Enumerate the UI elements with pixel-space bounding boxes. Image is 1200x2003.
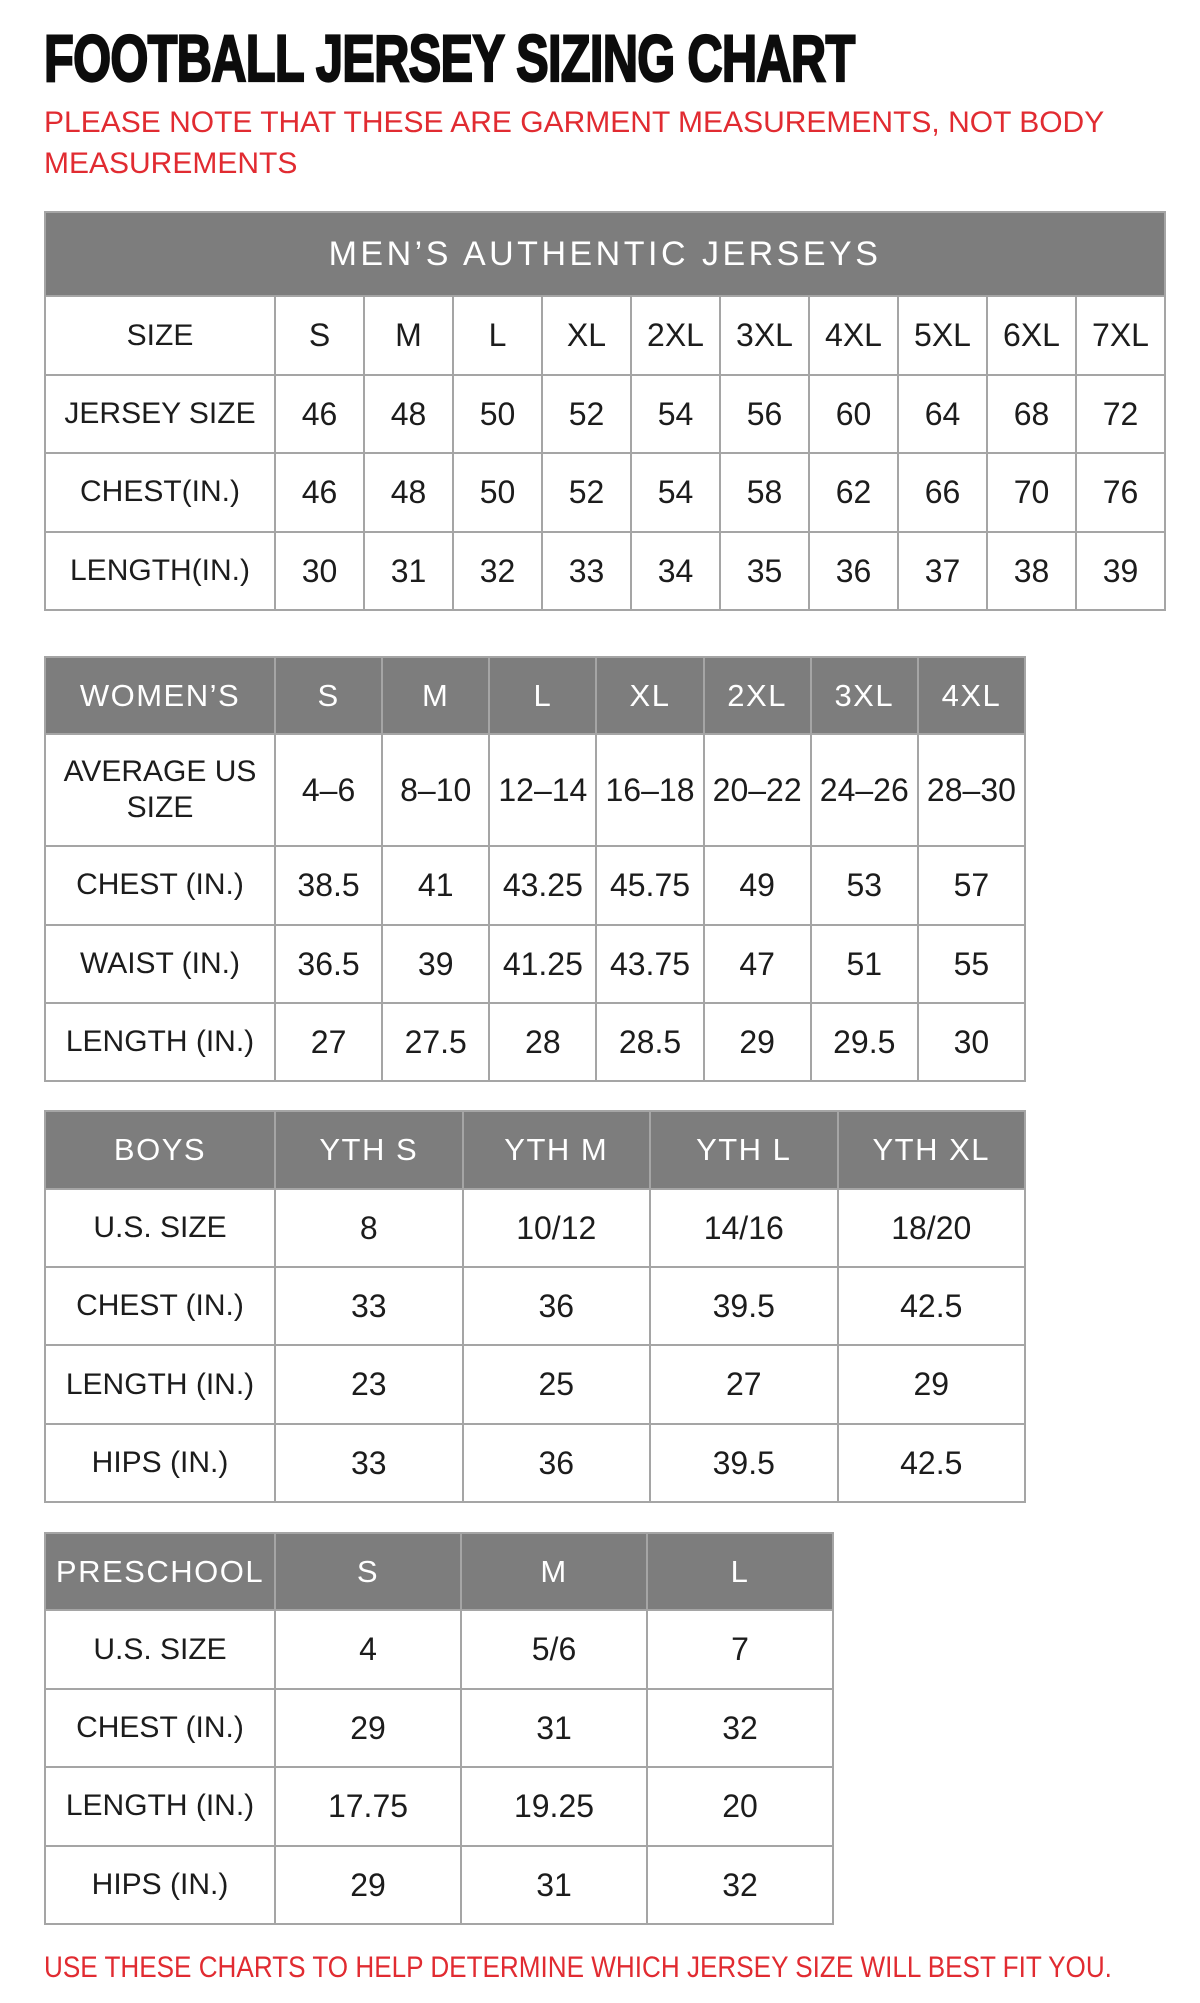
value-cell: 4 (275, 1610, 461, 1688)
value-cell: 23 (275, 1345, 463, 1423)
row-label: LENGTH (IN.) (45, 1003, 275, 1081)
value-cell: 32 (647, 1846, 833, 1924)
row-label: HIPS (IN.) (45, 1424, 275, 1502)
header-cell: M (461, 1533, 647, 1610)
row-label: CHEST (IN.) (45, 1267, 275, 1345)
value-cell: 31 (364, 532, 453, 610)
table-row (45, 1267, 1025, 1345)
row-label: LENGTH (IN.) (45, 1767, 275, 1845)
value-cell: 57 (918, 846, 1025, 924)
header-cell: 3XL (811, 657, 918, 734)
value-cell: 29 (704, 1003, 811, 1081)
value-cell: 32 (647, 1689, 833, 1767)
value-cell: 28.5 (596, 1003, 703, 1081)
value-cell: 66 (898, 453, 987, 531)
value-cell: 29 (275, 1689, 461, 1767)
value-cell: 55 (918, 925, 1025, 1003)
value-cell: 36.5 (275, 925, 382, 1003)
value-cell: 43.75 (596, 925, 703, 1003)
header-cell: XL (596, 657, 703, 734)
row-label: HIPS (IN.) (45, 1846, 275, 1924)
header-cell: WOMEN’S (45, 657, 275, 734)
value-cell: 36 (809, 532, 898, 610)
value-cell: 36 (463, 1267, 651, 1345)
value-cell: 28 (489, 1003, 596, 1081)
row-label: U.S. SIZE (45, 1189, 275, 1267)
value-cell: 47 (704, 925, 811, 1003)
value-cell: 54 (631, 375, 720, 453)
value-cell: 42.5 (838, 1267, 1026, 1345)
table-row (45, 1767, 833, 1845)
table-row (45, 1345, 1025, 1423)
table-row (45, 453, 1165, 531)
value-cell: 46 (275, 375, 364, 453)
value-cell: 46 (275, 453, 364, 531)
value-cell: 29.5 (811, 1003, 918, 1081)
value-cell: 34 (631, 532, 720, 610)
value-cell: 30 (918, 1003, 1025, 1081)
value-cell: 20 (647, 1767, 833, 1845)
page-title-text: FOOTBALL JERSEY SIZING CHART (44, 21, 855, 95)
value-cell: 37 (898, 532, 987, 610)
value-cell: 6XL (987, 296, 1076, 374)
value-cell: XL (542, 296, 631, 374)
value-cell: 70 (987, 453, 1076, 531)
table-row (45, 1846, 833, 1924)
row-label: LENGTH (IN.) (45, 1345, 275, 1423)
value-cell: 32 (453, 532, 542, 610)
value-cell: 4XL (809, 296, 898, 374)
footer-note-text: USE THESE CHARTS TO HELP DETERMINE WHICH JERSEY SIZE WILL BEST FIT YOU. (44, 1950, 1112, 1984)
table-row (45, 1610, 833, 1688)
value-cell: 30 (275, 532, 364, 610)
value-cell: 4–6 (275, 734, 382, 846)
mens-authentic-jerseys-table (44, 211, 1166, 611)
value-cell: L (453, 296, 542, 374)
row-label: CHEST (IN.) (45, 1689, 275, 1767)
value-cell: 19.25 (461, 1767, 647, 1845)
value-cell: 52 (542, 375, 631, 453)
header-cell: PRESCHOOL (45, 1533, 275, 1610)
value-cell: 64 (898, 375, 987, 453)
header-cell: L (489, 657, 596, 734)
row-label: SIZE (45, 296, 275, 374)
value-cell: 5XL (898, 296, 987, 374)
value-cell: 18/20 (838, 1189, 1026, 1267)
value-cell: 12–14 (489, 734, 596, 846)
value-cell: 41 (382, 846, 489, 924)
value-cell: 56 (720, 375, 809, 453)
value-cell: 5/6 (461, 1610, 647, 1688)
row-label: CHEST (IN.) (45, 846, 275, 924)
value-cell: 48 (364, 375, 453, 453)
value-cell: 41.25 (489, 925, 596, 1003)
value-cell: 31 (461, 1689, 647, 1767)
value-cell: 50 (453, 453, 542, 531)
row-label: AVERAGE US SIZE (45, 734, 275, 846)
value-cell: 39.5 (650, 1424, 838, 1502)
row-label: LENGTH(IN.) (45, 532, 275, 610)
value-cell: 43.25 (489, 846, 596, 924)
value-cell: 39.5 (650, 1267, 838, 1345)
value-cell: 27 (650, 1345, 838, 1423)
value-cell: 7 (647, 1610, 833, 1688)
value-cell: 7XL (1076, 296, 1165, 374)
page-title (44, 22, 1156, 96)
value-cell: 2XL (631, 296, 720, 374)
table-row (45, 296, 1165, 374)
value-cell: 17.75 (275, 1767, 461, 1845)
header-row (45, 1533, 833, 1610)
value-cell: 51 (811, 925, 918, 1003)
value-cell: 52 (542, 453, 631, 531)
value-cell: 58 (720, 453, 809, 531)
table-row (45, 1689, 833, 1767)
value-cell: 45.75 (596, 846, 703, 924)
value-cell: 39 (382, 925, 489, 1003)
value-cell: S (275, 296, 364, 374)
value-cell: 31 (461, 1846, 647, 1924)
size-tables-container (44, 211, 1156, 1925)
row-label: WAIST (IN.) (45, 925, 275, 1003)
value-cell: M (364, 296, 453, 374)
value-cell: 27 (275, 1003, 382, 1081)
row-label: JERSEY SIZE (45, 375, 275, 453)
value-cell: 48 (364, 453, 453, 531)
preschool-jerseys-table (44, 1532, 834, 1925)
row-label: CHEST(IN.) (45, 453, 275, 531)
table-row (45, 375, 1165, 453)
value-cell: 27.5 (382, 1003, 489, 1081)
table-row (45, 1003, 1025, 1081)
value-cell: 53 (811, 846, 918, 924)
value-cell: 50 (453, 375, 542, 453)
garment-measurement-note: PLEASE NOTE THAT THESE ARE GARMENT MEASUREMENTS, NOT BODY MEASUREMENTS (44, 105, 1104, 181)
value-cell: 76 (1076, 453, 1165, 531)
value-cell: 33 (275, 1267, 463, 1345)
value-cell: 24–26 (811, 734, 918, 846)
value-cell: 28–30 (918, 734, 1025, 846)
header-row (45, 1111, 1025, 1188)
table-row (45, 925, 1025, 1003)
header-cell: 4XL (918, 657, 1025, 734)
header-row (45, 657, 1025, 734)
table-banner: MEN’S AUTHENTIC JERSEYS (45, 212, 1165, 297)
row-label: U.S. SIZE (45, 1610, 275, 1688)
header-cell: M (382, 657, 489, 734)
value-cell: 33 (542, 532, 631, 610)
value-cell: 33 (275, 1424, 463, 1502)
header-cell: YTH L (650, 1111, 838, 1188)
header-cell: L (647, 1533, 833, 1610)
table-row (45, 846, 1025, 924)
value-cell: 39 (1076, 532, 1165, 610)
value-cell: 29 (838, 1345, 1026, 1423)
header-cell: 2XL (704, 657, 811, 734)
value-cell: 38.5 (275, 846, 382, 924)
womens-jerseys-table (44, 656, 1026, 1082)
header-cell: YTH M (463, 1111, 651, 1188)
header-cell: S (275, 1533, 461, 1610)
table-row (45, 1424, 1025, 1502)
table-row (45, 532, 1165, 610)
value-cell: 38 (987, 532, 1076, 610)
footer-note (44, 1951, 1156, 1985)
value-cell: 20–22 (704, 734, 811, 846)
value-cell: 8 (275, 1189, 463, 1267)
value-cell: 8–10 (382, 734, 489, 846)
value-cell: 29 (275, 1846, 461, 1924)
value-cell: 35 (720, 532, 809, 610)
header-cell: YTH XL (838, 1111, 1026, 1188)
value-cell: 72 (1076, 375, 1165, 453)
value-cell: 14/16 (650, 1189, 838, 1267)
value-cell: 54 (631, 453, 720, 531)
value-cell: 49 (704, 846, 811, 924)
value-cell: 60 (809, 375, 898, 453)
value-cell: 62 (809, 453, 898, 531)
value-cell: 16–18 (596, 734, 703, 846)
value-cell: 42.5 (838, 1424, 1026, 1502)
value-cell: 3XL (720, 296, 809, 374)
header-cell: BOYS (45, 1111, 275, 1188)
table-row (45, 1189, 1025, 1267)
table-row (45, 734, 1025, 846)
value-cell: 68 (987, 375, 1076, 453)
value-cell: 10/12 (463, 1189, 651, 1267)
banner-row (45, 212, 1165, 297)
boys-jerseys-table (44, 1110, 1026, 1503)
header-cell: YTH S (275, 1111, 463, 1188)
header-cell: S (275, 657, 382, 734)
value-cell: 36 (463, 1424, 651, 1502)
value-cell: 25 (463, 1345, 651, 1423)
